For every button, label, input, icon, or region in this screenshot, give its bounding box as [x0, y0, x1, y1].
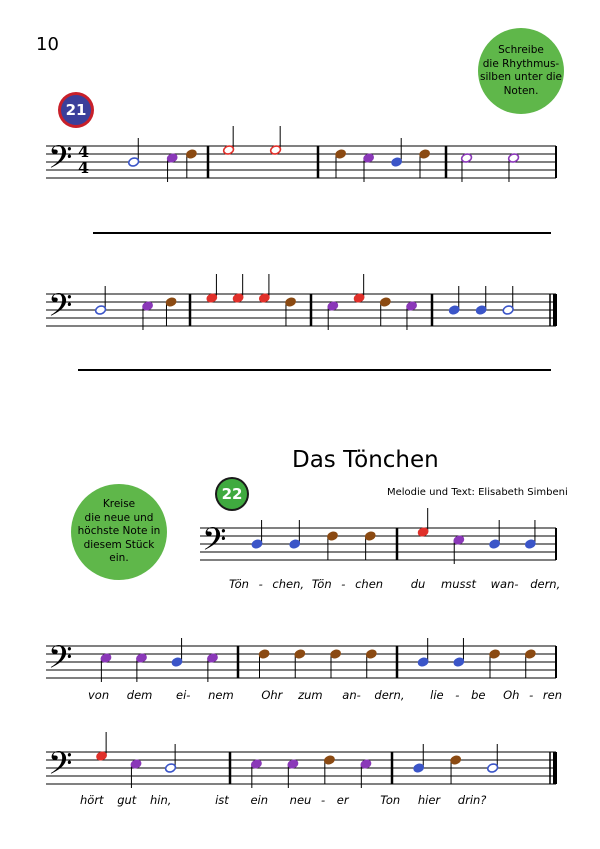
lyrics-line-3: hört gut hin, ist ein neu - er Ton hier drin? [80, 793, 487, 807]
exercise-number-21: 21 [61, 95, 91, 125]
bass-clef-icon: 𝄢 [48, 639, 73, 683]
time-signature-bottom: 4 [78, 158, 90, 177]
note [487, 763, 499, 774]
note [502, 305, 514, 316]
song-credit: Melodie und Text: Elisabeth Simbeni [387, 487, 568, 498]
final-barline [553, 294, 557, 326]
bubble-line: Schreibe [498, 44, 544, 56]
song-title: Das Tönchen [292, 447, 439, 473]
bubble-line: die neue und [84, 511, 154, 524]
bubble-line: diesem Stück [83, 538, 155, 551]
bubble-line: die Rhythmus- [482, 57, 560, 70]
note [128, 157, 140, 168]
bubble-line: höchste Note in [77, 525, 161, 538]
bubble-line: silben unter die [479, 71, 562, 83]
lyrics-line-2: von dem ei- nem Ohr zum an- dern, lie - be Oh - ren [88, 688, 563, 702]
bubble-line: Noten. [503, 84, 539, 97]
bass-clef-icon: 𝄢 [48, 139, 73, 183]
staff-row [46, 274, 557, 331]
lyrics-line-1: Tön - chen, Tön - chen du musst wan- dern, [229, 577, 561, 591]
exercise-number-22: 22 [217, 479, 247, 509]
page-number: 10 [36, 34, 59, 55]
bubble-line: ein. [109, 552, 129, 565]
staff-row [46, 638, 556, 683]
staff-row [46, 126, 556, 183]
bass-clef-icon: 𝄢 [202, 521, 227, 565]
note [165, 763, 177, 774]
time-signature-top: 4 [78, 142, 90, 161]
final-barline [553, 752, 557, 784]
bass-clef-icon: 𝄢 [48, 287, 73, 331]
bubble-line: Kreise [102, 498, 136, 511]
staff-row [46, 732, 557, 789]
staff-row [200, 508, 556, 565]
note [95, 305, 107, 316]
bass-clef-icon: 𝄢 [48, 745, 73, 789]
